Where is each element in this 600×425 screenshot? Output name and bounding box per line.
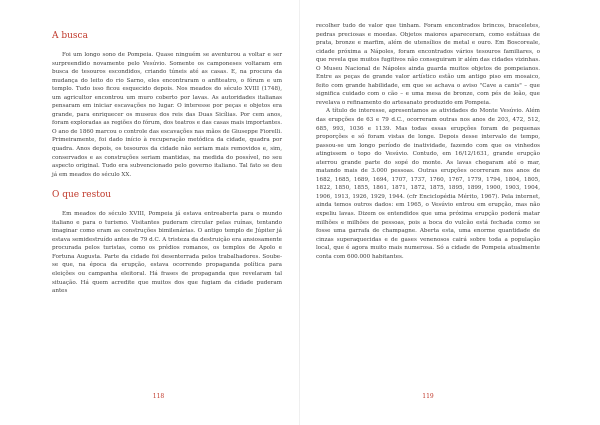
section-heading-o-que-restou: O que restou bbox=[52, 190, 112, 201]
page-number: 118 bbox=[152, 393, 165, 400]
body-paragraph: A título de interesse, apresentamos as atividades do Monte Vesúvio. Além das erupções de 63 e 79 d.C., ocorreram outras nos anos de 203, 472, 512, 685, 993, 1036 e 1139. Mas todas essas erupções foram de pequenas proporções e só foram vistas de longe. Depois desse intervalo de tempo, passou-se um longo período de inatividade, fazendo com que os vinhedos atingissem o topo do Vesúvio. Contudo, em 16/12/1631, grande erupção aterrou grande parte do sopé do monte. As lavas chegaram até o mar, matando mais de 3.000 pessoas. Outras erupções ocorreram nos anos de 1682, 1685, 1689, 1694, 1707, 1737, 1760, 1767, 1779, 1794, 1804, 1805, 1822, 1850, 1855, 1861, 1871, 1872, 1875, 1895, 1899, 1900, 1903, 1904, 1906, 1913, 1926, 1929, 1944. (cfr Enciclopédia Mérito, 1967). Pela internet, ainda temos outros dados: em 1965, o Vesúvio entrou em erupção, mas não expeliu lavas. Dizem os entendidos que uma próxima erupção poderá matar milhões e milhões de pessoas, pois a boca do vulcão está fechada como se fosse uma garrafa de champagne. Aberta esta, uma enorme quantidade de cinzas superaquecidas e de gases venenosos cairá sobre toda a população local, que é agora muito mais numerosa. Só a cidade de Pompeia atualmente conta com 600.000 habitantes. bbox=[316, 108, 540, 260]
body-paragraph: Foi um longo sono de Pompeia. Quase ninguém se aventurou a voltar e ser surpreendido novamente pelo Vesúvio. Somente os camponeses voltaram em busca de tesouros escondidos, criando túneis até as casas. E, na procura da mudança do leito do rio Sarno, eles encontraram o anfiteatro, o fórum e um templo. Tudo isso ficou esquecido depois. Nos meados do século XVIII (1748), um agricultor encontrou um muro coberto por lavas. As autoridades italianas pensaram em iniciar escavações no lugar. O interesse por peças e objetos era grande, para enriquecer os museus dos reis das Duas Sicílias. Por cem anos, foram exploradas as regiões do fórum, dos teatros e das casas mais importantes. O ano de 1860 marcou o controle das escavações nas mãos de Giuseppe Fiorelli. Primeiramente, foi dado início à recuperação metódica da cidade, quadra por quadra. Anos depois, os tesouros da cidade não seriam mais removidos e, sim, conservados e as construções seriam mantidas, na medida do possível, no seu aspecto original. Tudo era subvencionado pelo governo italiano. Tal fato se deu já em meados do século XX. bbox=[52, 52, 282, 178]
section-heading-a-busca: A busca bbox=[52, 31, 88, 41]
right-page bbox=[300, 0, 600, 425]
body-paragraph: Em meados do século XVIII, Pompeia já estava entreaberta para o mundo italiano e para o turismo. Visitantes puderam circular pelas ruínas, tentando imaginar como eram as construções bimilenárias. O antigo templo de Júpiter já estava semidestruído antes de 79 d.C. A tristeza da destruição era ansiosamente procurada pelos turistas, como os prédios romanos, os templos de Apolo e Fortuna Augusta. Parte da cidade foi desenterrada pelos trabalhadores. Soube-se que, na época da erupção, estava ocorrendo propaganda política para eleições ou campanha eleitoral. Há frases de propaganda que revelaram tal situação. Há quem acredite que muitos dos que fugiam da cidade puderam antes bbox=[52, 211, 282, 295]
page-number: 119 bbox=[422, 393, 434, 400]
body-paragraph: recolher tudo de valor que tinham. Foram encontrados brincos, braceletes, pedras preciosas e moedas. Objetos maiores apareceram, como estátuas de prata, bronze e marfim, além de utensílios de metal e ouro. Em Boscoreale, cidade próxima a Nápoles, foram encontrados vários tesouros familiares, o que revela que muitos fugitivos não conseguiram ir além das cidades vizinhas. O Museu Nacional de Nápoles ainda guarda muitos objetos de pompeianos. Entre as peças de grande valor artístico estão um antigo piso em mosaico, feito com grande habilidade, em que se achava o aviso "Cave a canis" – que significa cuidado com o cão – e uma mesa de bronze, com pés de leão, que revelava o refinamento do artesanato produzido em Pompeia. bbox=[316, 23, 540, 106]
